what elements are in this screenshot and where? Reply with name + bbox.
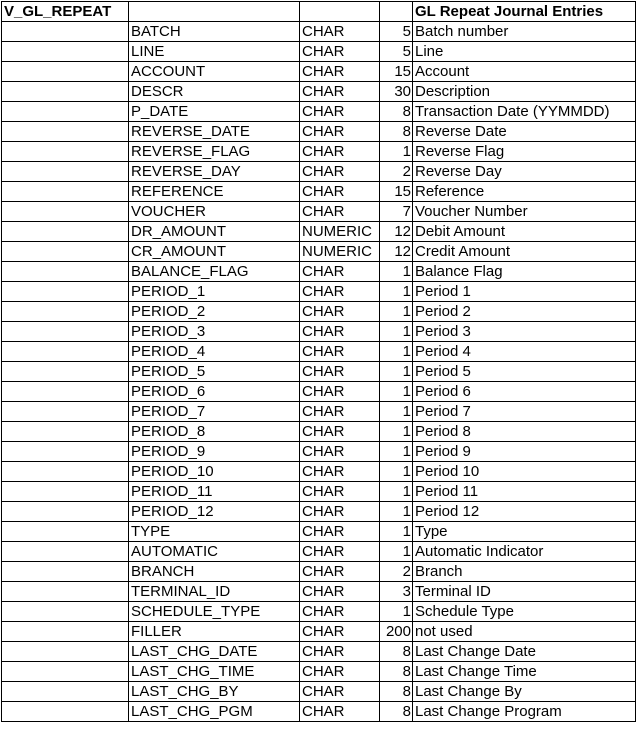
table-row: [2, 262, 636, 282]
field-description-cell[interactable]: Description: [413, 82, 636, 102]
table-row: [2, 242, 636, 262]
empty-cell[interactable]: [2, 302, 129, 322]
empty-cell[interactable]: [2, 642, 129, 662]
field-length-cell[interactable]: 3: [380, 582, 413, 602]
field-name-cell[interactable]: BALANCE_FLAG: [129, 262, 300, 282]
field-type-cell[interactable]: CHAR: [300, 582, 380, 602]
field-description-cell[interactable]: Reverse Flag: [413, 142, 636, 162]
field-name-cell[interactable]: LAST_CHG_DATE: [129, 642, 300, 662]
field-length-cell[interactable]: 8: [380, 682, 413, 702]
table-row: [2, 402, 636, 422]
field-description-cell[interactable]: Period 2: [413, 302, 636, 322]
table-row: [2, 642, 636, 662]
empty-cell[interactable]: [2, 122, 129, 142]
empty-cell[interactable]: [2, 702, 129, 722]
table-row: [2, 42, 636, 62]
field-name-cell[interactable]: PERIOD_2: [129, 302, 300, 322]
field-name-cell[interactable]: SCHEDULE_TYPE: [129, 602, 300, 622]
field-length-cell[interactable]: 1: [380, 482, 413, 502]
field-type-cell[interactable]: CHAR: [300, 322, 380, 342]
table-row: [2, 182, 636, 202]
field-description-cell[interactable]: Period 3: [413, 322, 636, 342]
field-description-cell[interactable]: Transaction Date (YYMMDD): [413, 102, 636, 122]
empty-cell[interactable]: [2, 82, 129, 102]
empty-cell[interactable]: [2, 482, 129, 502]
field-length-cell[interactable]: 5: [380, 42, 413, 62]
field-name-cell[interactable]: PERIOD_7: [129, 402, 300, 422]
field-length-cell[interactable]: 1: [380, 382, 413, 402]
empty-cell[interactable]: [2, 562, 129, 582]
field-type-cell[interactable]: CHAR: [300, 42, 380, 62]
empty-cell[interactable]: [2, 182, 129, 202]
table-row: [2, 682, 636, 702]
field-name-cell[interactable]: PERIOD_5: [129, 362, 300, 382]
field-type-cell[interactable]: NUMERIC: [300, 222, 380, 242]
field-description-cell[interactable]: Period 6: [413, 382, 636, 402]
field-type-cell[interactable]: CHAR: [300, 602, 380, 622]
field-length-cell[interactable]: 12: [380, 222, 413, 242]
empty-cell[interactable]: [2, 202, 129, 222]
field-type-cell[interactable]: CHAR: [300, 102, 380, 122]
field-name-cell[interactable]: PERIOD_11: [129, 482, 300, 502]
empty-cell[interactable]: [2, 322, 129, 342]
field-description-cell[interactable]: Credit Amount: [413, 242, 636, 262]
empty-cell[interactable]: [2, 42, 129, 62]
field-description-cell[interactable]: Period 9: [413, 442, 636, 462]
empty-cell[interactable]: [2, 462, 129, 482]
empty-cell[interactable]: [2, 442, 129, 462]
field-name-cell[interactable]: PERIOD_4: [129, 342, 300, 362]
field-description-cell[interactable]: Automatic Indicator: [413, 542, 636, 562]
field-definition-table: [1, 1, 636, 722]
field-name-cell[interactable]: FILLER: [129, 622, 300, 642]
field-description-cell[interactable]: Branch: [413, 562, 636, 582]
field-type-cell[interactable]: CHAR: [300, 202, 380, 222]
field-type-cell[interactable]: CHAR: [300, 282, 380, 302]
empty-cell[interactable]: [300, 2, 380, 22]
empty-cell[interactable]: [2, 602, 129, 622]
field-length-cell[interactable]: 1: [380, 302, 413, 322]
field-description-cell[interactable]: Line: [413, 42, 636, 62]
empty-cell[interactable]: [2, 342, 129, 362]
field-name-cell[interactable]: LAST_CHG_TIME: [129, 662, 300, 682]
empty-cell[interactable]: [2, 242, 129, 262]
field-description-cell[interactable]: Period 11: [413, 482, 636, 502]
field-length-cell[interactable]: 12: [380, 242, 413, 262]
field-type-cell[interactable]: CHAR: [300, 622, 380, 642]
table-row: [2, 602, 636, 622]
empty-cell[interactable]: [380, 2, 413, 22]
field-description-cell[interactable]: Period 12: [413, 502, 636, 522]
field-description-cell[interactable]: Reverse Date: [413, 122, 636, 142]
field-name-cell[interactable]: REVERSE_FLAG: [129, 142, 300, 162]
field-type-cell[interactable]: CHAR: [300, 402, 380, 422]
empty-cell[interactable]: [2, 102, 129, 122]
empty-cell[interactable]: [2, 582, 129, 602]
table-row: [2, 382, 636, 402]
table-row: [2, 622, 636, 642]
field-length-cell[interactable]: 8: [380, 662, 413, 682]
field-type-cell[interactable]: CHAR: [300, 142, 380, 162]
field-type-cell[interactable]: CHAR: [300, 422, 380, 442]
field-name-cell[interactable]: REVERSE_DAY: [129, 162, 300, 182]
field-name-cell[interactable]: REVERSE_DATE: [129, 122, 300, 142]
field-description-cell[interactable]: Voucher Number: [413, 202, 636, 222]
table-row: [2, 562, 636, 582]
field-description-cell[interactable]: Type: [413, 522, 636, 542]
empty-cell[interactable]: [2, 522, 129, 542]
field-length-cell[interactable]: 1: [380, 542, 413, 562]
field-length-cell[interactable]: 1: [380, 442, 413, 462]
table-row: [2, 542, 636, 562]
field-type-cell[interactable]: NUMERIC: [300, 242, 380, 262]
field-type-cell[interactable]: CHAR: [300, 462, 380, 482]
field-name-cell[interactable]: CR_AMOUNT: [129, 242, 300, 262]
field-type-cell[interactable]: CHAR: [300, 542, 380, 562]
field-length-cell[interactable]: 1: [380, 402, 413, 422]
field-length-cell[interactable]: 1: [380, 602, 413, 622]
table-row: [2, 662, 636, 682]
field-name-cell[interactable]: DR_AMOUNT: [129, 222, 300, 242]
field-type-cell[interactable]: CHAR: [300, 442, 380, 462]
table-row: [2, 302, 636, 322]
field-type-cell[interactable]: CHAR: [300, 502, 380, 522]
table-name-cell[interactable]: V_GL_REPEAT: [2, 2, 129, 22]
empty-cell[interactable]: [2, 262, 129, 282]
field-type-cell[interactable]: CHAR: [300, 262, 380, 282]
field-type-cell[interactable]: CHAR: [300, 82, 380, 102]
field-type-cell[interactable]: CHAR: [300, 62, 380, 82]
field-length-cell[interactable]: 1: [380, 262, 413, 282]
field-type-cell[interactable]: CHAR: [300, 482, 380, 502]
field-length-cell[interactable]: 1: [380, 522, 413, 542]
field-name-cell[interactable]: PERIOD_1: [129, 282, 300, 302]
field-length-cell[interactable]: 2: [380, 162, 413, 182]
table-row: [2, 442, 636, 462]
table-row: [2, 422, 636, 442]
empty-cell[interactable]: [2, 502, 129, 522]
field-type-cell[interactable]: CHAR: [300, 382, 380, 402]
field-type-cell[interactable]: CHAR: [300, 162, 380, 182]
field-name-cell[interactable]: TYPE: [129, 522, 300, 542]
field-description-cell[interactable]: Last Change Program: [413, 702, 636, 722]
field-type-cell[interactable]: CHAR: [300, 302, 380, 322]
empty-cell[interactable]: [2, 282, 129, 302]
field-name-cell[interactable]: AUTOMATIC: [129, 542, 300, 562]
field-length-cell[interactable]: 1: [380, 342, 413, 362]
empty-cell[interactable]: [2, 622, 129, 642]
field-type-cell[interactable]: CHAR: [300, 702, 380, 722]
field-description-cell[interactable]: Reverse Day: [413, 162, 636, 182]
empty-cell[interactable]: [2, 682, 129, 702]
empty-cell[interactable]: [2, 422, 129, 442]
field-length-cell[interactable]: 8: [380, 102, 413, 122]
field-length-cell[interactable]: 1: [380, 282, 413, 302]
table-row: [2, 322, 636, 342]
empty-cell[interactable]: [2, 662, 129, 682]
field-name-cell[interactable]: PERIOD_12: [129, 502, 300, 522]
empty-cell[interactable]: [2, 142, 129, 162]
field-type-cell[interactable]: CHAR: [300, 662, 380, 682]
field-description-cell[interactable]: Period 1: [413, 282, 636, 302]
field-type-cell[interactable]: CHAR: [300, 342, 380, 362]
table-row: [2, 102, 636, 122]
field-name-cell[interactable]: PERIOD_9: [129, 442, 300, 462]
field-length-cell[interactable]: 1: [380, 322, 413, 342]
field-name-cell[interactable]: LAST_CHG_PGM: [129, 702, 300, 722]
field-length-cell[interactable]: 30: [380, 82, 413, 102]
table-row: [2, 22, 636, 42]
field-length-cell[interactable]: 15: [380, 62, 413, 82]
field-type-cell[interactable]: CHAR: [300, 562, 380, 582]
field-length-cell[interactable]: 200: [380, 622, 413, 642]
empty-cell[interactable]: [2, 382, 129, 402]
field-length-cell[interactable]: 1: [380, 422, 413, 442]
table-row: [2, 522, 636, 542]
field-name-cell[interactable]: PERIOD_8: [129, 422, 300, 442]
table-row: [2, 82, 636, 102]
field-name-cell[interactable]: DESCR: [129, 82, 300, 102]
table-row: [2, 482, 636, 502]
empty-cell[interactable]: [2, 542, 129, 562]
table-row: [2, 702, 636, 722]
field-description-cell[interactable]: Period 7: [413, 402, 636, 422]
field-type-cell[interactable]: CHAR: [300, 122, 380, 142]
field-name-cell[interactable]: REFERENCE: [129, 182, 300, 202]
field-length-cell[interactable]: 5: [380, 22, 413, 42]
field-name-cell[interactable]: BATCH: [129, 22, 300, 42]
field-description-cell[interactable]: Terminal ID: [413, 582, 636, 602]
table-row: [2, 62, 636, 82]
table-row: [2, 582, 636, 602]
table-body: [2, 2, 636, 722]
field-type-cell[interactable]: CHAR: [300, 522, 380, 542]
field-description-cell[interactable]: Balance Flag: [413, 262, 636, 282]
table-row: [2, 362, 636, 382]
field-length-cell[interactable]: 2: [380, 562, 413, 582]
empty-cell[interactable]: [2, 362, 129, 382]
table-row: [2, 122, 636, 142]
field-description-cell[interactable]: Period 8: [413, 422, 636, 442]
field-length-cell[interactable]: 8: [380, 122, 413, 142]
field-name-cell[interactable]: P_DATE: [129, 102, 300, 122]
field-description-cell[interactable]: Reference: [413, 182, 636, 202]
empty-cell[interactable]: [2, 402, 129, 422]
field-description-cell[interactable]: not used: [413, 622, 636, 642]
table-row: [2, 222, 636, 242]
field-length-cell[interactable]: 1: [380, 462, 413, 482]
empty-cell[interactable]: [2, 22, 129, 42]
field-type-cell[interactable]: CHAR: [300, 642, 380, 662]
field-name-cell[interactable]: TERMINAL_ID: [129, 582, 300, 602]
field-length-cell[interactable]: 1: [380, 362, 413, 382]
empty-cell[interactable]: [129, 2, 300, 22]
table-row: [2, 502, 636, 522]
field-name-cell[interactable]: PERIOD_3: [129, 322, 300, 342]
empty-cell[interactable]: [2, 162, 129, 182]
field-name-cell[interactable]: LINE: [129, 42, 300, 62]
field-name-cell[interactable]: VOUCHER: [129, 202, 300, 222]
table-title-cell[interactable]: GL Repeat Journal Entries: [413, 2, 636, 22]
field-type-cell[interactable]: CHAR: [300, 682, 380, 702]
field-description-cell[interactable]: Period 4: [413, 342, 636, 362]
field-description-cell[interactable]: Period 10: [413, 462, 636, 482]
field-description-cell[interactable]: Schedule Type: [413, 602, 636, 622]
empty-cell[interactable]: [2, 62, 129, 82]
field-length-cell[interactable]: 15: [380, 182, 413, 202]
table-row: [2, 162, 636, 182]
field-length-cell[interactable]: 8: [380, 642, 413, 662]
field-description-cell[interactable]: Last Change Time: [413, 662, 636, 682]
table-row: [2, 282, 636, 302]
field-description-cell[interactable]: Account: [413, 62, 636, 82]
field-type-cell[interactable]: CHAR: [300, 22, 380, 42]
field-type-cell[interactable]: CHAR: [300, 182, 380, 202]
table-row: [2, 142, 636, 162]
header-row: [2, 2, 636, 22]
field-name-cell[interactable]: PERIOD_10: [129, 462, 300, 482]
field-length-cell[interactable]: 1: [380, 502, 413, 522]
empty-cell[interactable]: [2, 222, 129, 242]
field-name-cell[interactable]: BRANCH: [129, 562, 300, 582]
field-length-cell[interactable]: 1: [380, 142, 413, 162]
table-row: [2, 462, 636, 482]
field-description-cell[interactable]: Last Change By: [413, 682, 636, 702]
field-description-cell[interactable]: Debit Amount: [413, 222, 636, 242]
field-description-cell[interactable]: Period 5: [413, 362, 636, 382]
field-description-cell[interactable]: Last Change Date: [413, 642, 636, 662]
table-row: [2, 342, 636, 362]
field-description-cell[interactable]: Batch number: [413, 22, 636, 42]
field-name-cell[interactable]: LAST_CHG_BY: [129, 682, 300, 702]
field-length-cell[interactable]: 8: [380, 702, 413, 722]
field-name-cell[interactable]: PERIOD_6: [129, 382, 300, 402]
field-length-cell[interactable]: 7: [380, 202, 413, 222]
table-row: [2, 202, 636, 222]
field-type-cell[interactable]: CHAR: [300, 362, 380, 382]
field-name-cell[interactable]: ACCOUNT: [129, 62, 300, 82]
